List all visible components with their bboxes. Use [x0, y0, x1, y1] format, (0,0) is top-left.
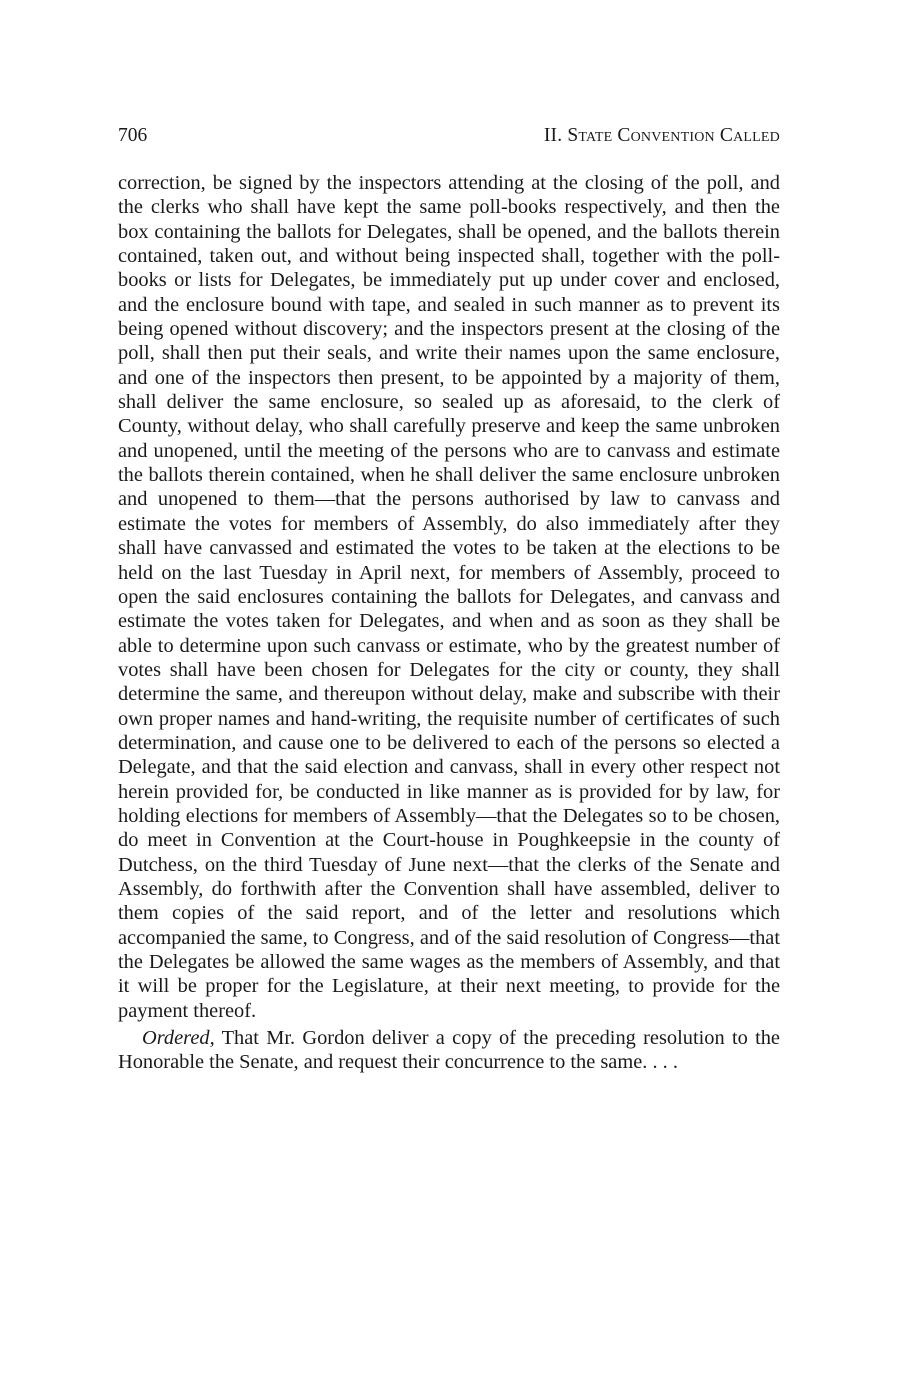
- ordered-lead: Ordered,: [142, 1027, 215, 1050]
- order-text: That Mr. Gordon deliver a copy of the preceding resolution to the Honorable the Senate, and request their concurrence to the same. . . .: [118, 1027, 780, 1074]
- chapter-title: II. State Convention Called: [543, 125, 780, 146]
- page-number: 706: [118, 125, 148, 146]
- body-text: [118, 171, 780, 1075]
- order-paragraph: [118, 1026, 780, 1075]
- document-page: [118, 120, 780, 1075]
- resolution-paragraph: correction, be signed by the inspectors attending at the closing of the poll, and the clerks who shall have kept the same poll-books respectively, and then the box containing the ballots for Delegates, shall be opened, and the ballots therein contained, taken out, and without being inspected shall, together with the poll-books or lists for Delegates, be immediately put up under cover and enclosed, and the enclosure bound with tape, and sealed in such manner as to prevent its being opened without discovery; and the inspectors present at the closing of the poll, shall then put their seals, and write their names upon the same enclosure, and one of the inspectors then present, to be appointed by a majority of them, shall deliver the same enclosure, so sealed up as aforesaid, to the clerk of County, without delay, who shall carefully preserve and keep the same unbroken and unopened, until the meeting of the persons who are to canvass and estimate the ballots therein contained, when he shall deliver the same enclosure unbroken and unopened to them—that the persons authorised by law to canvass and estimate the votes for members of Assembly, do also immediately after they shall have canvassed and estimated the votes to be taken at the elections to be held on the last Tuesday in April next, for members of Assembly, proceed to open the said enclosures containing the ballots for Delegates, and canvass and estimate the votes taken for Delegates, and when and as soon as they shall be able to determine upon such canvass or estimate, who by the greatest number of votes shall have been chosen for Delegates for the city or county, they shall determine the same, and thereupon without delay, make and subscribe with their own proper names and hand-writing, the requisite number of certificates of such determination, and cause one to be delivered to each of the persons so elected a Delegate, and that the said election and canvass, shall in every other respect not herein provided for, be conducted in like manner as is provided for by law, for holding elections for members of Assembly—that the Delegates so to be chosen, do meet in Convention at the Court-house in Poughkeepsie in the county of Dutchess, on the third Tuesday of June next—that the clerks of the Senate and Assembly, do forthwith after the Convention shall have assembled, deliver to them copies of the said report, and of the letter and resolutions which accompanied the same, to Congress, and of the said resolution of Congress—that the Delegates be allowed the same wages as the members of Assembly, and that it will be proper for the Legislature, at their next meeting, to provide for the payment thereof.: [118, 172, 780, 1022]
- running-head: [118, 120, 780, 152]
